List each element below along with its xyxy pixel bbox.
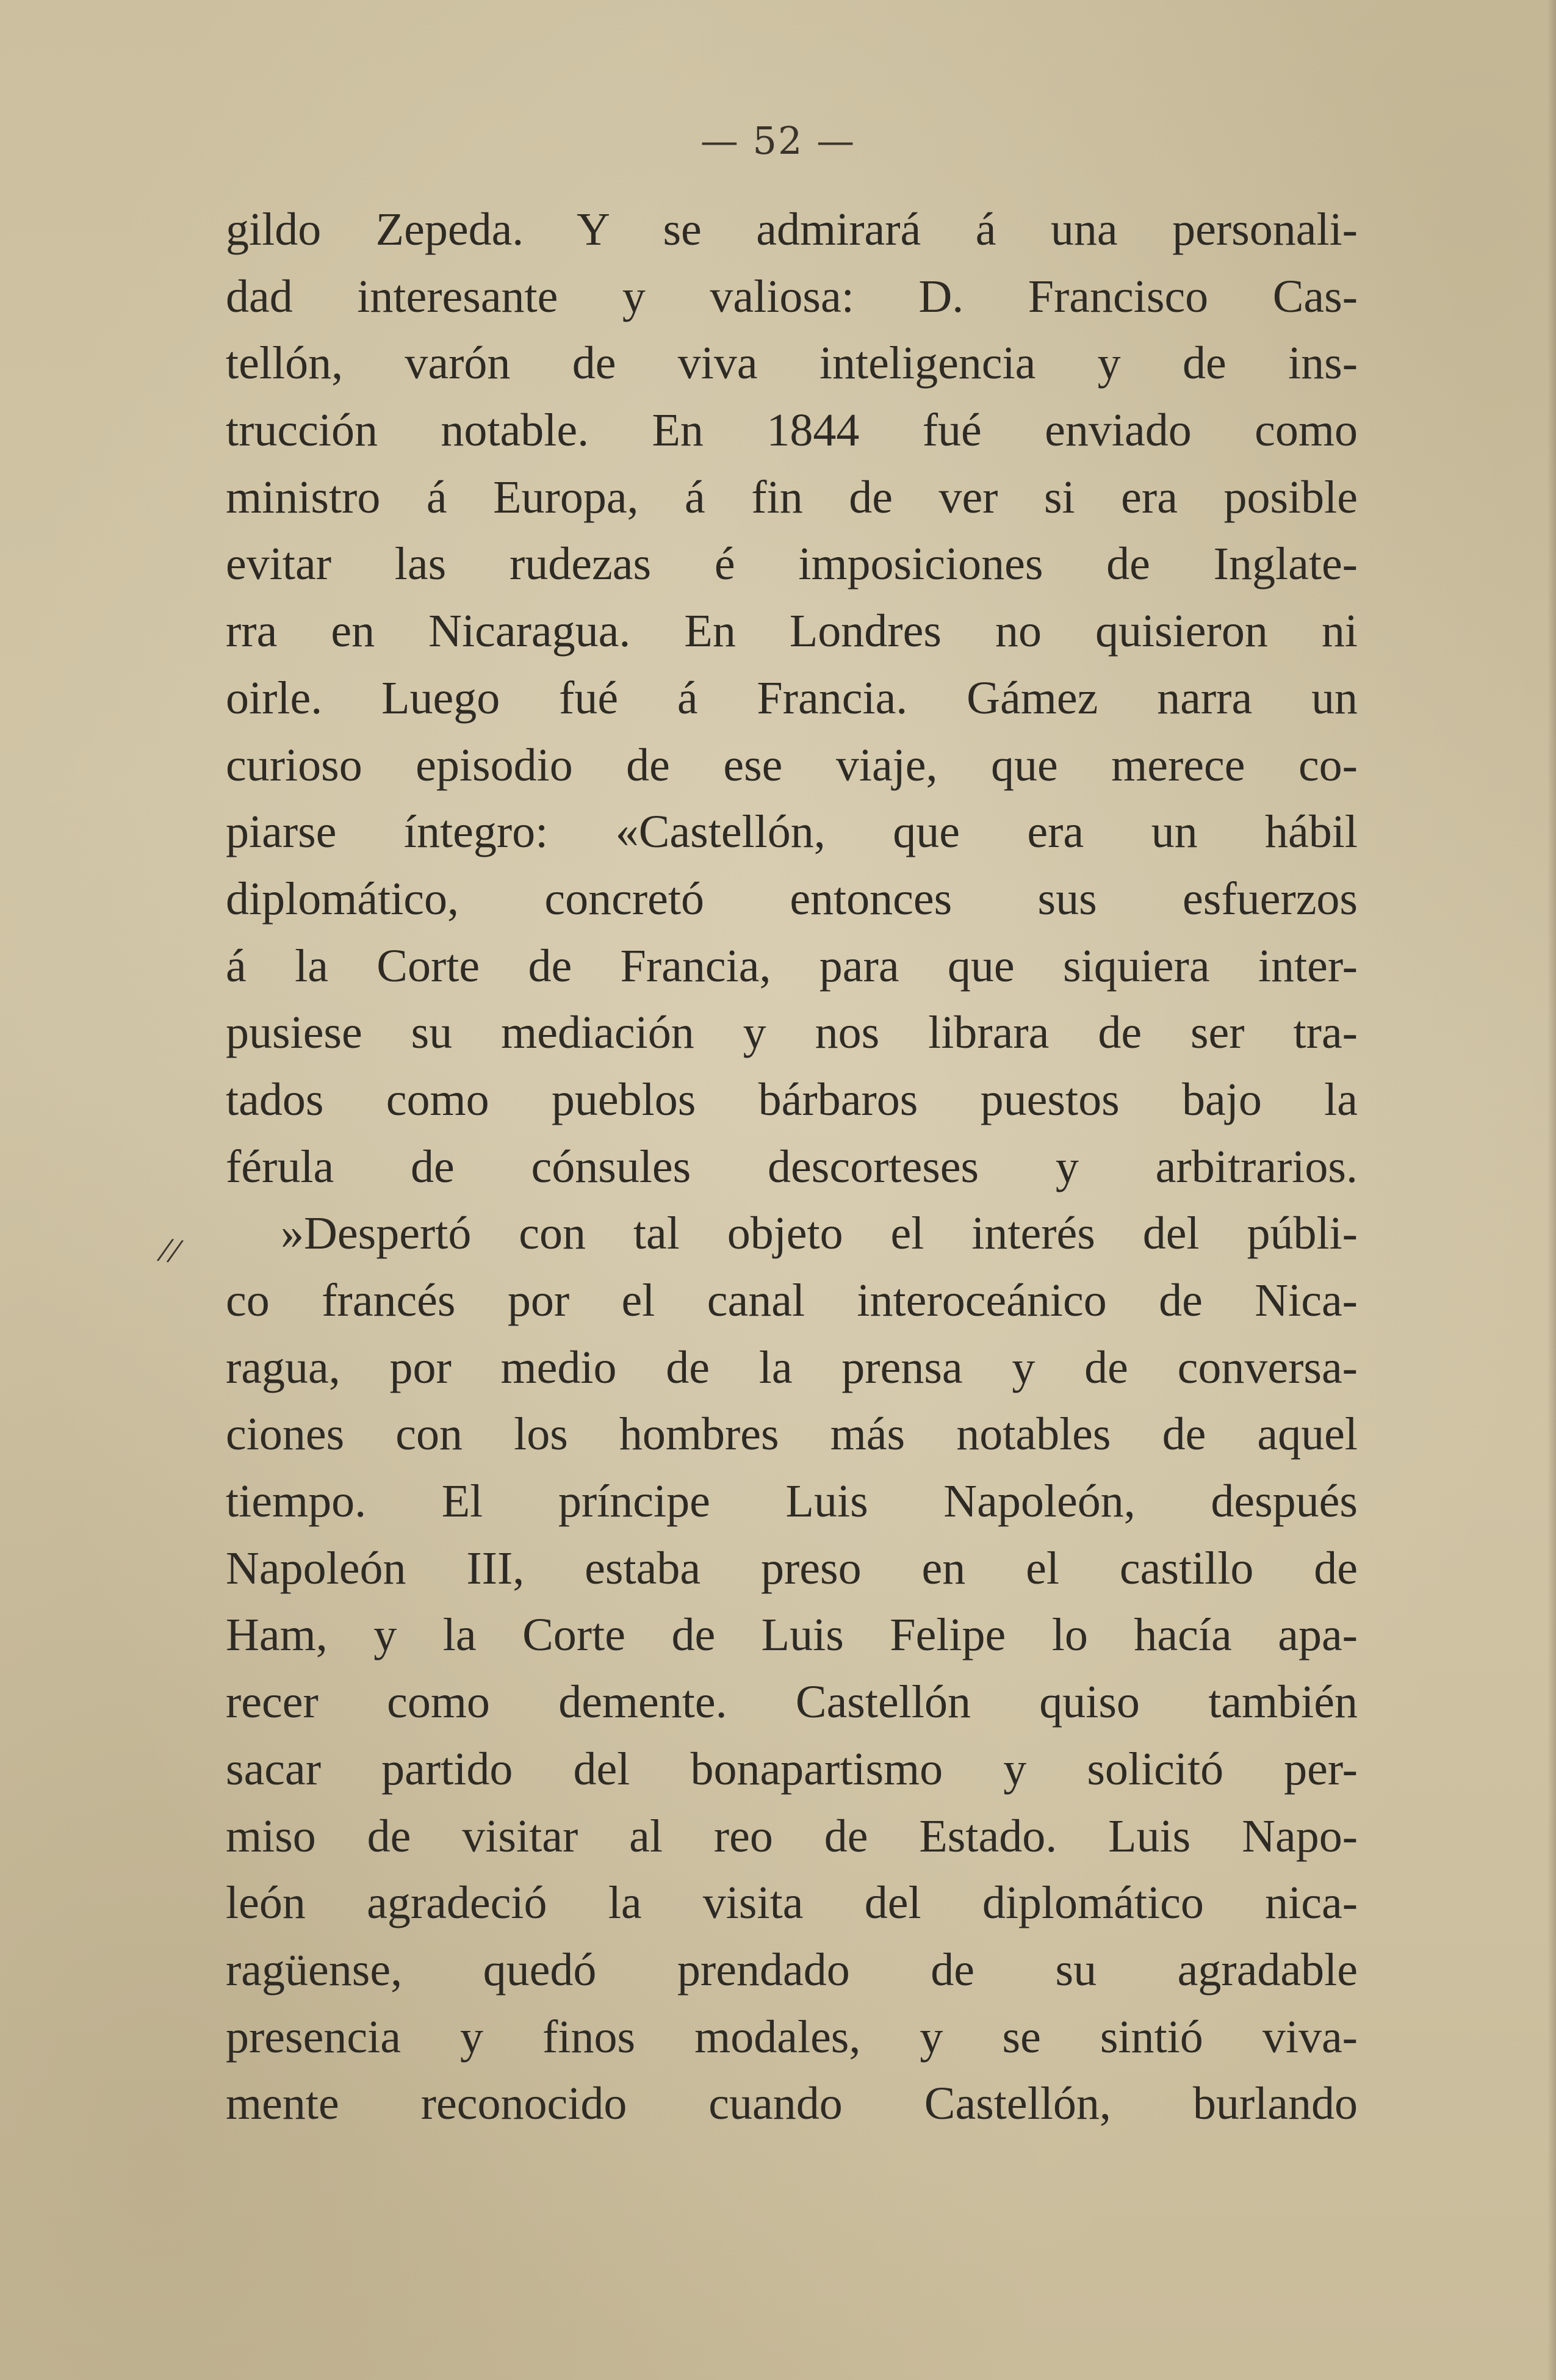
text-line: tiempo. El príncipe Luis Napoleón, después [226,1476,1358,1527]
text-line: ciones con los hombres más notables de aquel [226,1408,1358,1460]
text-line: mente reconocido cuando Castellón, burlando [226,2078,1358,2130]
text-line: piarse íntegro: «Castellón, que era un hábil [226,806,1358,858]
body-text [226,197,1358,2138]
text-line: Ham, y la Corte de Luis Felipe lo hacía apa- [226,1609,1358,1661]
text-line: recer como demente. Castellón quiso también [226,1676,1358,1728]
text-line: sacar partido del bonapartismo y solicitó per- [226,1743,1358,1795]
text-line: ministro á Europa, á fin de ver si era posible [226,471,1358,523]
text-line: curioso episodio de ese viaje, que merece co- [226,739,1358,791]
text-line: ragüense, quedó prendado de su agradable [226,1944,1358,1996]
text-line: Napoleón III, estaba preso en el castillo de [226,1542,1358,1594]
text-line: tellón, varón de viva inteligencia y de ins- [226,337,1358,389]
text-line: evitar las rudezas é imposiciones de Inglate- [226,538,1358,590]
text-line: férula de cónsules descorteses y arbitrarios. [226,1141,1358,1192]
text-line: ragua, por medio de la prensa y de conversa- [226,1341,1358,1393]
page-edge-shadow [1547,0,1556,2380]
text-line: pusiese su mediación y nos librara de ser tra- [226,1007,1358,1059]
text-line: dad interesante y valiosa: D. Francisco Cas- [226,270,1358,322]
text-line: rra en Nicaragua. En Londres no quisieron ni [226,605,1358,657]
margin-annotation: // [157,1229,182,1271]
page-number: — 52 — [700,118,856,163]
text-line: trucción notable. En 1844 fué enviado como [226,405,1358,456]
text-line: diplomático, concretó entonces sus esfuerzos [226,873,1358,925]
text-line: tados como pueblos bárbaros puestos bajo la [226,1073,1358,1125]
text-line: gildo Zepeda. Y se admirará á una personali- [226,204,1358,255]
text-line: miso de visitar al reo de Estado. Luis Napo- [226,1810,1358,1862]
text-line: »Despertó con tal objeto el interés del públi- [281,1208,1358,1260]
text-line: oirle. Luego fué á Francia. Gámez narra un [226,672,1358,724]
text-line: co francés por el canal interoceánico de Nica- [226,1275,1358,1326]
text-line: león agradeció la visita del diplomático nica- [226,1877,1358,1929]
text-line: presencia y finos modales, y se sintió viva- [226,2011,1358,2063]
text-line: á la Corte de Francia, para que siquiera inter- [226,940,1358,992]
